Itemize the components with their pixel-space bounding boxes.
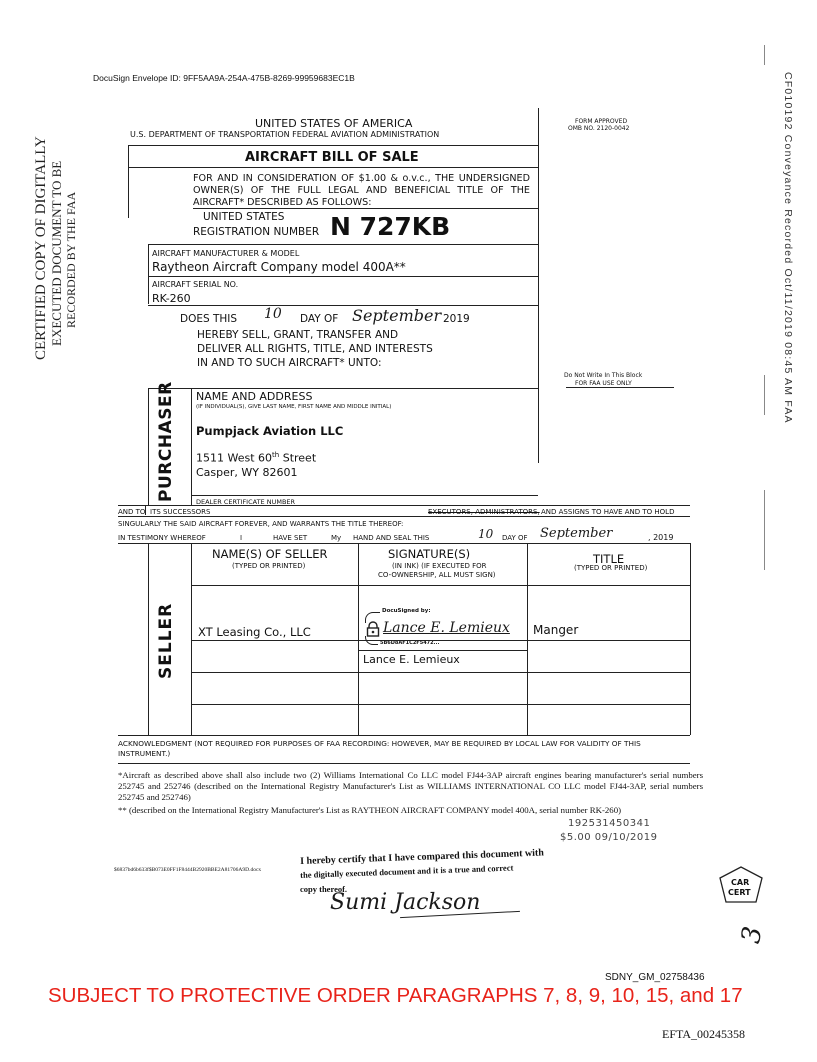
executors-struck: EXECUTORS, ADMINISTRATORS, bbox=[428, 508, 540, 516]
manufacturer-label: AIRCRAFT MANUFACTURER & MODEL bbox=[152, 249, 300, 258]
unto-line: IN AND TO SUCH AIRCRAFT* UNTO: bbox=[197, 357, 382, 369]
car-cert-line2: CERT bbox=[728, 888, 751, 897]
seller-side-label-text: SELLER bbox=[156, 602, 176, 679]
car-cert-stamp bbox=[718, 866, 764, 904]
serial-rule bbox=[148, 305, 538, 306]
efta-number: EFTA_00245358 bbox=[662, 1027, 746, 1041]
and-to-rule bbox=[118, 505, 690, 506]
purchaser-left-border bbox=[148, 388, 149, 505]
sell-grant-line: HEREBY SELL, GRANT, TRANSFER AND bbox=[197, 329, 399, 341]
purchaser-street-name: Street bbox=[279, 451, 317, 465]
certify-line3: copy thereof. bbox=[300, 884, 348, 894]
seller-label-divider bbox=[191, 543, 192, 735]
testimony-1: IN TESTIMONY WHEREOF bbox=[118, 534, 206, 542]
car-cert-line1: CAR bbox=[731, 878, 750, 887]
and-to-label: AND TO bbox=[118, 508, 146, 516]
seller-col-divider-2 bbox=[527, 543, 528, 735]
day-of-label: DAY OF bbox=[300, 313, 339, 325]
dealer-certificate-label: DEALER CERTIFICATE NUMBER bbox=[196, 498, 296, 506]
seller-row3-rule bbox=[191, 704, 690, 705]
seller-col1-heading: NAME(S) OF SELLER bbox=[212, 547, 328, 561]
acknowledgment-text: ACKNOWLEDGMENT (NOT REQUIRED FOR PURPOSES OF FAA RECORDING: HOWEVER, MAY BE REQUIRED BY LOCAL LAW FOR VALIDITY OF THIS INSTRUMENT.) bbox=[118, 739, 641, 758]
registration-label-2: REGISTRATION NUMBER bbox=[193, 226, 320, 238]
purchaser-instruction: (IF INDIVIDUAL(S), GIVE LAST NAME, FIRST NAME AND MIDDLE INITIAL) bbox=[196, 404, 392, 410]
testimony-3: HAVE SET bbox=[273, 534, 308, 542]
purchaser-street bbox=[196, 451, 316, 465]
registration-label-1: UNITED STATES bbox=[203, 211, 285, 223]
testimony-rule bbox=[118, 543, 690, 544]
docusign-lock-icon bbox=[366, 621, 380, 637]
seller-title: Manger bbox=[533, 623, 579, 637]
sale-year: 2019 bbox=[443, 313, 470, 325]
signer-printed-name: Lance E. Lemieux bbox=[363, 653, 460, 666]
dealer-rule bbox=[191, 495, 538, 496]
testimony-5: HAND AND SEAL THIS bbox=[353, 534, 430, 542]
its-successors: ITS SUCCESSORS bbox=[150, 508, 211, 516]
purchaser-top-rule bbox=[148, 388, 538, 389]
faa-block-rule bbox=[566, 387, 674, 388]
testimony-6: DAY OF bbox=[502, 534, 528, 542]
purchaser-city: Casper, WY 82601 bbox=[196, 466, 298, 479]
bates-number: SDNY_GM_02758436 bbox=[605, 972, 705, 983]
seller-col1-sub: (TYPED OR PRINTED) bbox=[232, 562, 306, 570]
seller-col3-sub: (TYPED OR PRINTED) bbox=[574, 564, 648, 572]
form-left-border bbox=[128, 145, 129, 218]
assigns-hold: AND ASSIGNS TO HAVE AND TO HOLD bbox=[541, 508, 675, 516]
seller-col2-heading: SIGNATURE(S) bbox=[388, 547, 471, 561]
faa-block-line1: Do Not Write In This Block bbox=[564, 372, 643, 379]
registration-number: N 727KB bbox=[330, 212, 451, 241]
singularly-rule bbox=[118, 516, 690, 517]
seller-col-divider-1 bbox=[358, 543, 359, 735]
docusign-id: 5B6D8AF1C2F5472... bbox=[380, 640, 440, 646]
deliver-rights-line: DELIVER ALL RIGHTS, TITLE, AND INTERESTS bbox=[197, 343, 433, 355]
testimony-year: , 2019 bbox=[648, 533, 674, 542]
form-right-border bbox=[538, 108, 539, 463]
seller-col2-sub2: CO-OWNERSHIP, ALL MUST SIGN) bbox=[378, 571, 496, 579]
conveyance-side-stamp bbox=[780, 72, 794, 632]
purchaser-label-divider bbox=[191, 388, 192, 505]
purchaser-name: Pumpjack Aviation LLC bbox=[196, 424, 344, 438]
header-rule bbox=[128, 145, 538, 146]
testimony-month: September bbox=[540, 526, 613, 541]
seller-signature: Lance E. Lemieux bbox=[383, 620, 510, 636]
page-mark: 3 bbox=[736, 924, 769, 946]
department-heading: U.S. DEPARTMENT OF TRANSPORTATION FEDERAL AVIATION ADMINISTRATION bbox=[130, 130, 440, 139]
singularly-text: SINGULARLY THE SAID AIRCRAFT FOREVER, AND WARRANTS THE TITLE THEREOF: bbox=[118, 520, 404, 528]
manufacturer-value: Raytheon Aircraft Company model 400A** bbox=[152, 260, 406, 274]
seller-row2-sig-rule bbox=[358, 650, 527, 651]
record-fee-date: $5.00 09/10/2019 bbox=[560, 832, 658, 843]
seller-bottom-rule bbox=[118, 735, 690, 736]
seller-row2-rule bbox=[191, 672, 690, 673]
form-title: AIRCRAFT BILL OF SALE bbox=[245, 150, 419, 165]
purchaser-street-suffix: th bbox=[272, 451, 280, 459]
certified-stamp-line3: RECORDED BY THE FAA bbox=[64, 191, 78, 328]
certified-copy-stamp bbox=[34, 110, 79, 360]
protective-order-notice: SUBJECT TO PROTECTIVE ORDER PARAGRAPHS 7, 8, 9, 10, 15, and 17 bbox=[48, 984, 743, 1007]
and-to-divider bbox=[145, 505, 146, 515]
certifier-signature: Sumi Jackson bbox=[330, 890, 481, 915]
form-approved: FORM APPROVED bbox=[575, 118, 628, 125]
docusign-envelope-id: DocuSign Envelope ID: 9FF5AA9A-254A-475B-8269-99959683EC1B bbox=[93, 73, 355, 83]
country-heading: UNITED STATES OF AMERICA bbox=[255, 117, 413, 130]
right-margin-line bbox=[764, 490, 765, 570]
right-margin-line bbox=[764, 45, 765, 65]
manufacturer-left-border bbox=[148, 244, 149, 304]
certified-stamp-line1: CERTIFIED COPY OF DIGITALLY bbox=[33, 136, 49, 360]
omb-number: OMB NO. 2120-0042 bbox=[568, 125, 630, 132]
seller-name: XT Leasing Co., LLC bbox=[198, 625, 311, 639]
serial-label: AIRCRAFT SERIAL NO. bbox=[152, 280, 239, 289]
certify-line1: I hereby certify that I have compared this document with bbox=[300, 847, 545, 867]
certify-line2: the digitally executed document and it is a true and correct bbox=[300, 862, 514, 880]
testimony-2: I bbox=[240, 534, 243, 542]
docusigned-by: DocuSigned by: bbox=[382, 608, 431, 614]
consideration-rule bbox=[193, 208, 538, 209]
registration-rule bbox=[148, 244, 538, 245]
testimony-day: 10 bbox=[478, 527, 494, 541]
conveyance-stamp-text: CF010192 Conveyance Recorded Oct/11/2019 08:45 AM FAA bbox=[782, 72, 794, 424]
purchaser-side-label bbox=[156, 381, 176, 502]
purchaser-side-label-text: PURCHASER bbox=[156, 381, 176, 502]
sale-day: 10 bbox=[264, 306, 282, 322]
seller-row1-rule bbox=[191, 640, 690, 641]
manufacturer-rule bbox=[148, 276, 538, 277]
seller-left-border bbox=[148, 543, 149, 735]
record-number: 192531450341 bbox=[568, 818, 651, 829]
seller-col2-sub1: (IN INK) (IF EXECUTED FOR bbox=[392, 562, 487, 570]
seller-header-rule bbox=[191, 585, 690, 586]
acknowledgment-rule bbox=[118, 763, 690, 764]
seller-right-border bbox=[690, 543, 691, 735]
purchaser-heading: NAME AND ADDRESS bbox=[196, 390, 313, 403]
testimony-4: My bbox=[331, 534, 342, 542]
seller-col3-heading: TITLE bbox=[593, 552, 625, 566]
footnote-engines: *Aircraft as described above shall also include two (2) Williams International Co LLC model FJ44-3AP aircraft engines bearing manufacturer's serial numbers 252745 and 252746 (described on the International Registry Manufacturer's List as WILLIAMS INTERNATIONAL CO LLC model FJ44-3AP, serial numbers 252745 and 252746) bbox=[118, 770, 703, 802]
purchaser-street-number: 1511 West 60 bbox=[196, 451, 273, 465]
footnote-model: ** (described on the International Registry Manufacturer's List as RAYTHEON AIRCRAFT COMPANY model 400A, serial number RK-260) bbox=[118, 805, 622, 815]
consideration-text: FOR AND IN CONSIDERATION OF $1.00 & o.v.c., THE UNDERSIGNED OWNER(S) OF THE FULL LEGAL AND BENEFICIAL TITLE OF THE AIRCRAFT* DESCRIBED AS FOLLOWS: bbox=[193, 173, 530, 208]
certified-stamp-line2: EXECUTED DOCUMENT TO BE bbox=[49, 160, 64, 346]
title-rule bbox=[128, 167, 538, 168]
lock-icon bbox=[366, 621, 380, 637]
faa-block-line2: FOR FAA USE ONLY bbox=[575, 380, 632, 387]
document-hash: $6837bd6b633f$B073E0FF1F8444B2920BBE2A81706A9D.docx bbox=[114, 867, 262, 873]
does-this-label: DOES THIS bbox=[180, 313, 238, 325]
seller-side-label bbox=[156, 589, 176, 679]
sale-month: September bbox=[352, 306, 442, 325]
serial-value: RK-260 bbox=[152, 292, 191, 305]
right-margin-line bbox=[764, 375, 765, 415]
